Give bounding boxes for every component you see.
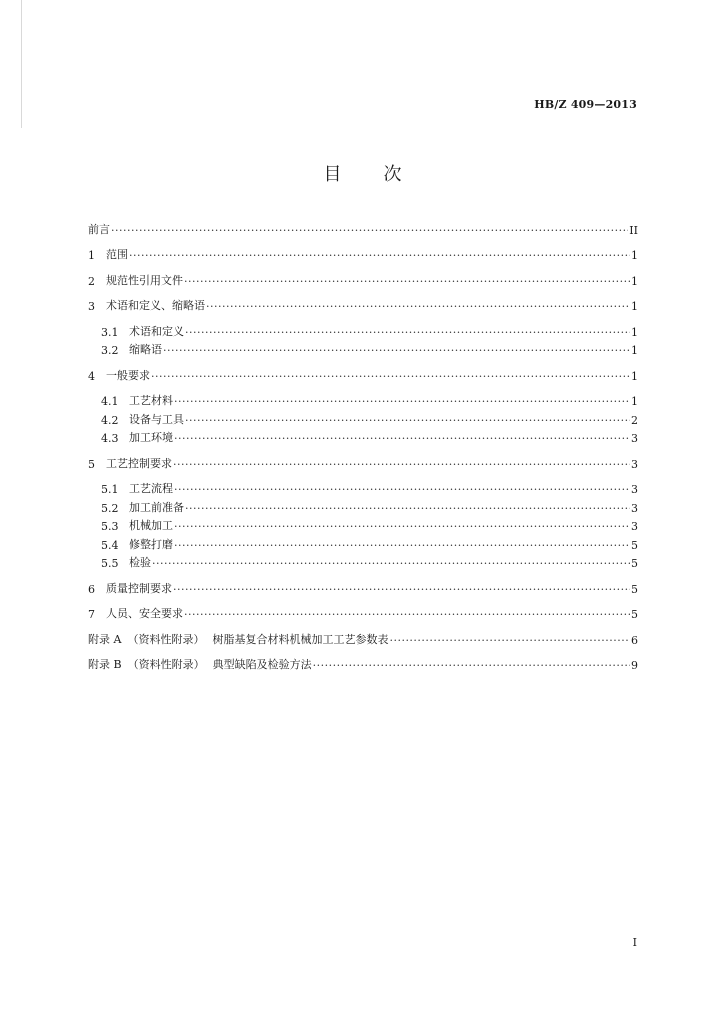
toc-number: 3.2 [101,344,119,357]
toc-label: 范围 [106,248,128,261]
toc-label: 工艺材料 [129,394,173,407]
toc-entry-5-1[interactable] [88,478,638,497]
toc-page: 1 [631,395,638,408]
toc-page: II [629,223,638,237]
toc-label: 一般要求 [106,368,150,382]
toc-number: 附录 A [88,632,122,646]
dot-leader [184,275,630,288]
toc-label: 树脂基复合材料机械加工工艺参数表 [212,632,389,646]
toc-entry-6[interactable] [88,577,638,596]
toc-page: 6 [631,633,638,647]
toc-number: 2 [88,274,95,288]
toc-label: 典型缺陷及检验方法 [212,658,312,671]
table-of-contents [88,218,638,672]
dot-leader [184,608,630,621]
toc-label: 术语和定义、缩略语 [106,299,205,312]
toc-page: 2 [631,413,638,427]
toc-label: 加工环境 [129,431,173,444]
toc-entry-preface[interactable] [88,218,638,237]
toc-label: 修整打磨 [129,537,173,551]
toc-number: 5.5 [101,557,119,570]
toc-label: 设备与工具 [129,412,184,426]
toc-label: 前言 [88,222,110,236]
page-title [0,160,725,186]
toc-label: 术语和定义 [129,324,184,338]
dot-leader [111,224,628,237]
toc-page: 1 [631,325,638,339]
toc-number: 1 [88,249,95,262]
toc-entry-5-4[interactable] [88,533,638,552]
toc-label: 检验 [129,556,151,569]
appendix-class: （资料性附录） [127,632,205,646]
toc-label: 工艺流程 [129,482,173,495]
toc-number: 5.2 [101,501,119,515]
page-edge-line [21,0,22,128]
toc-page: 1 [631,344,638,357]
toc-page: 1 [631,369,638,383]
toc-label: 加工前准备 [129,500,184,514]
page-number: I [632,936,637,949]
toc-page: 3 [631,457,638,471]
toc-number: 3.1 [101,325,119,339]
toc-entry-3[interactable] [88,295,638,314]
dot-leader [185,326,630,339]
toc-page: 9 [631,659,638,672]
dot-leader [174,483,630,496]
toc-page: 1 [631,274,638,288]
toc-entry-1[interactable] [88,244,638,263]
toc-page: 1 [631,249,638,262]
dot-leader [173,458,630,471]
toc-page: 3 [631,432,638,445]
dot-leader [151,370,630,383]
toc-number: 附录 B [88,658,122,671]
toc-page: 5 [631,557,638,570]
toc-label: 机械加工 [129,519,173,532]
toc-label: 缩略语 [129,343,162,356]
toc-entry-4[interactable] [88,364,638,383]
dot-leader [174,539,630,552]
toc-number: 4.2 [101,413,119,427]
toc-page: 5 [631,608,638,621]
toc-number: 5 [88,457,95,471]
dot-leader [173,583,630,596]
toc-entry-2[interactable] [88,269,638,288]
title-char-1: 目 [323,164,342,185]
toc-page: 5 [631,538,638,552]
toc-entry-appendix-b[interactable] [88,654,638,673]
toc-number: 5.1 [101,483,119,496]
toc-entry-7[interactable] [88,603,638,622]
dot-leader [185,414,630,427]
toc-label: 人员、安全要求 [106,607,183,620]
toc-entry-3-2[interactable] [88,339,638,358]
toc-page: 3 [631,483,638,496]
toc-number: 5.3 [101,520,119,533]
toc-entry-5-2[interactable] [88,496,638,515]
toc-label: 规范性引用文件 [106,273,183,287]
dot-leader [174,520,630,533]
dot-leader [206,300,630,313]
toc-number: 7 [88,608,95,621]
toc-entry-4-3[interactable] [88,427,638,446]
appendix-class: （资料性附录） [127,658,205,671]
dot-leader [152,557,630,570]
dot-leader [174,395,630,408]
toc-entry-5-3[interactable] [88,515,638,534]
toc-entry-5[interactable] [88,452,638,471]
toc-label: 质量控制要求 [106,581,172,595]
toc-number: 4.3 [101,432,119,445]
toc-number: 4 [88,369,95,383]
toc-page: 5 [631,582,638,596]
title-char-2: 次 [383,164,402,185]
toc-page: 3 [631,520,638,533]
toc-entry-3-1[interactable] [88,320,638,339]
toc-number: 5.4 [101,538,119,552]
toc-entry-appendix-a[interactable] [88,628,638,647]
toc-number: 4.1 [101,395,119,408]
toc-page: 1 [631,300,638,313]
dot-leader [163,344,630,357]
toc-page: 3 [631,501,638,515]
toc-label: 工艺控制要求 [106,456,172,470]
toc-entry-4-1[interactable] [88,390,638,409]
standard-code: HB/Z 409—2013 [534,98,637,111]
toc-entry-5-5[interactable] [88,552,638,571]
dot-leader [129,249,630,262]
dot-leader [389,634,630,647]
toc-number: 3 [88,300,95,313]
toc-entry-4-2[interactable] [88,408,638,427]
dot-leader [174,432,630,445]
dot-leader [185,502,630,515]
toc-number: 6 [88,582,95,596]
dot-leader [313,659,630,672]
